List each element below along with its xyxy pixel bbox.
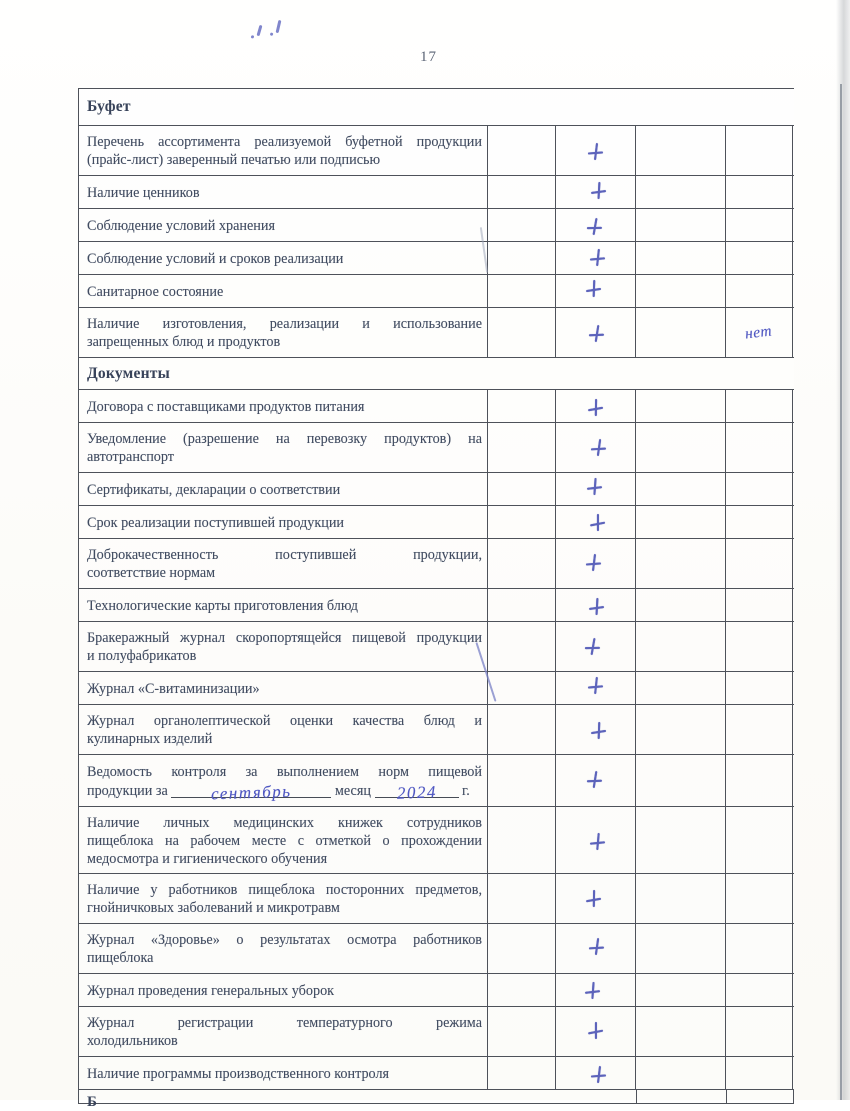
check-mark	[585, 141, 606, 162]
empty-cell	[636, 308, 726, 357]
table-row	[79, 473, 794, 506]
check-cell	[556, 807, 636, 873]
section-row	[79, 358, 794, 390]
fill-mid: месяц	[331, 783, 375, 799]
note-cell	[726, 473, 793, 505]
check-cell	[556, 390, 636, 422]
empty-cell	[636, 473, 726, 505]
table-row	[79, 672, 794, 705]
empty-cell	[488, 874, 556, 923]
note-cell	[726, 672, 793, 704]
row-label	[79, 589, 488, 621]
check-cell	[556, 622, 636, 671]
note-cell	[726, 423, 793, 472]
pen-mark-icon	[276, 20, 281, 33]
blank-underline	[375, 781, 459, 803]
table-row	[79, 874, 794, 924]
row-label	[79, 473, 488, 505]
check-mark	[583, 278, 604, 299]
row-label-line: Бракеражный журнал скоропортящейся пищевой продукции	[87, 630, 482, 646]
empty-cell	[488, 539, 556, 588]
empty-cell	[636, 176, 726, 208]
check-cell	[556, 506, 636, 538]
check-cell	[556, 473, 636, 505]
check-cell	[556, 974, 636, 1006]
row-label	[79, 924, 488, 973]
empty-cell	[636, 807, 726, 873]
handwritten-year: 2024	[396, 782, 437, 803]
empty-cell	[488, 1057, 556, 1089]
table-row	[79, 506, 794, 539]
check-mark	[582, 636, 604, 658]
empty-cell	[488, 242, 556, 274]
check-mark	[582, 981, 602, 1001]
empty-cell	[637, 1090, 727, 1103]
empty-cell	[488, 176, 556, 208]
table-row	[79, 755, 794, 807]
empty-cell	[636, 622, 726, 671]
row-label	[79, 506, 488, 538]
check-mark	[588, 1065, 609, 1086]
table-row	[79, 705, 794, 755]
section-title: Документы	[87, 364, 171, 382]
checklist-table	[78, 88, 794, 1110]
check-mark	[584, 769, 605, 790]
note-cell	[726, 1007, 793, 1056]
note-cell	[726, 874, 793, 923]
empty-cell	[636, 589, 726, 621]
row-label	[79, 755, 488, 806]
row-label-line: Перечень ассортимента реализуемой буфетной продукции	[87, 134, 482, 150]
check-cell	[556, 705, 636, 754]
row-label-line: Журнал регистрации температурного режима	[87, 1015, 482, 1031]
note-cell	[726, 390, 793, 422]
section-title: Буфет	[87, 98, 131, 115]
note-cell	[726, 275, 793, 307]
empty-cell	[636, 390, 726, 422]
check-mark	[585, 397, 606, 418]
row-label-line: и полуфабрикатов	[87, 648, 197, 664]
row-label-line: Наличие у работников пищеблока посторонних предметов,	[87, 882, 482, 898]
empty-cell	[636, 423, 726, 472]
empty-cell	[488, 126, 556, 175]
row-label	[79, 423, 488, 472]
row-label-line: Наличие программы производственного контроля	[87, 1065, 390, 1082]
table-row	[79, 1007, 794, 1057]
table-row	[79, 807, 794, 874]
empty-cell	[488, 755, 556, 806]
check-cell	[556, 275, 636, 307]
row-label	[79, 974, 488, 1006]
row-label-line: Технологические карты приготовления блюд	[87, 597, 358, 614]
empty-cell	[636, 242, 726, 274]
partial-row	[79, 1090, 794, 1110]
check-cell	[556, 874, 636, 923]
empty-cell	[488, 589, 556, 621]
note-cell	[726, 924, 793, 973]
row-label-line: Наличие изготовления, реализации и использование	[87, 316, 482, 332]
table-row	[79, 924, 794, 974]
table-row	[79, 423, 794, 473]
pen-mark-icon	[257, 25, 263, 36]
note-cell	[726, 126, 793, 175]
table-row	[79, 974, 794, 1007]
row-label-line: Соблюдение условий хранения	[87, 217, 276, 234]
page-edge-shadow	[836, 0, 850, 1100]
empty-cell	[488, 506, 556, 538]
table-row	[79, 176, 794, 209]
note-cell	[726, 705, 793, 754]
row-label-line: Журнал органолептической оценки качества блюд и	[87, 713, 482, 729]
row-label	[79, 176, 488, 208]
check-mark	[584, 477, 604, 497]
row-label	[79, 308, 488, 357]
note-cell	[726, 1057, 793, 1089]
row-label	[79, 672, 488, 704]
row-label	[79, 242, 488, 274]
row-label-line: Ведомость контроля за выполнением норм пищевой	[87, 764, 482, 780]
empty-cell	[636, 705, 726, 754]
row-label-line: Наличие личных медицинских книжек сотрудников	[87, 814, 482, 831]
row-label	[79, 126, 488, 175]
row-label-line: Уведомление (разрешение на перевозку продуктов) на	[87, 431, 482, 447]
table-row	[79, 242, 794, 275]
row-label-line: холодильников	[87, 1033, 178, 1049]
fill-in-line	[87, 781, 482, 804]
row-label: Б	[79, 1090, 637, 1103]
empty-cell	[488, 924, 556, 973]
blank-underline	[171, 781, 331, 804]
empty-cell	[636, 209, 726, 241]
check-mark	[587, 248, 607, 268]
empty-cell	[488, 705, 556, 754]
empty-cell	[636, 506, 726, 538]
empty-cell	[636, 924, 726, 973]
section-row	[79, 89, 794, 126]
note-cell	[726, 506, 793, 538]
row-label	[79, 874, 488, 923]
row-label-line: пищеблока	[87, 950, 154, 966]
empty-cell	[488, 209, 556, 241]
fill-prefix: продукции за	[87, 783, 172, 799]
empty-cell	[488, 672, 556, 704]
empty-cell	[488, 390, 556, 422]
row-label-line: кулинарных изделий	[87, 731, 213, 747]
page-number: 17	[420, 49, 437, 65]
note-cell	[726, 589, 793, 621]
empty-cell	[636, 974, 726, 1006]
check-mark	[588, 437, 609, 458]
note-cell	[726, 755, 793, 806]
empty-cell	[488, 1007, 556, 1056]
empty-cell	[488, 974, 556, 1006]
note-cell	[726, 974, 793, 1006]
check-mark	[585, 1020, 607, 1042]
fill-tail: г.	[458, 783, 470, 799]
row-label	[79, 1057, 488, 1089]
handwritten-note: нет	[744, 321, 774, 343]
row-label-line: Журнал «Здоровье» о результатах осмотра работников	[87, 932, 482, 948]
empty-cell	[636, 1007, 726, 1056]
empty-cell	[488, 473, 556, 505]
empty-cell	[488, 423, 556, 472]
empty-cell	[636, 126, 726, 175]
check-mark	[585, 676, 605, 696]
table-row	[79, 209, 794, 242]
row-label	[79, 622, 488, 671]
empty-cell	[488, 807, 556, 873]
check-mark	[588, 181, 609, 202]
check-cell	[556, 539, 636, 588]
check-mark	[588, 720, 609, 741]
check-mark	[583, 888, 604, 909]
check-cell	[556, 924, 636, 973]
check-cell	[556, 176, 636, 208]
row-label	[79, 390, 488, 422]
check-mark	[587, 512, 609, 534]
check-cell	[556, 1057, 636, 1089]
table-row	[79, 390, 794, 423]
check-cell	[556, 242, 636, 274]
table-row	[79, 539, 794, 589]
row-label-line: пищеблока на рабочем месте с отметкой о прохождении	[87, 832, 482, 849]
empty-cell	[636, 672, 726, 704]
check-cell	[556, 589, 636, 621]
check-cell	[556, 1007, 636, 1056]
row-label	[79, 705, 488, 754]
table-row	[79, 589, 794, 622]
empty-cell	[636, 539, 726, 588]
row-label-line: Сертификаты, декларации о соответствии	[87, 481, 341, 498]
check-cell	[556, 672, 636, 704]
empty-cell	[636, 1057, 726, 1089]
table-row	[79, 126, 794, 176]
check-cell	[556, 209, 636, 241]
empty-cell	[488, 622, 556, 671]
note-cell	[726, 209, 793, 241]
row-label-line: Санитарное состояние	[87, 283, 224, 300]
check-cell	[556, 308, 636, 357]
row-label-line: соответствие нормам	[87, 565, 216, 581]
note-cell	[726, 176, 793, 208]
note-cell	[726, 622, 793, 671]
check-mark	[586, 936, 607, 957]
row-label-line: Доброкачественность поступившей продукции,	[87, 547, 482, 563]
row-label-line: запрещенных блюд и продуктов	[87, 334, 281, 350]
row-label-line: Наличие ценников	[87, 184, 200, 201]
empty-cell	[488, 275, 556, 307]
empty-cell	[727, 1090, 794, 1103]
handwritten-month: сентябрь	[210, 781, 292, 804]
row-label-line: автотранспорт	[87, 449, 175, 465]
row-label-line: Соблюдение условий и сроков реализации	[87, 250, 344, 267]
note-cell	[726, 242, 793, 274]
table-row	[79, 308, 794, 358]
row-label-line: (прайс-лист) заверенный печатью или подписью	[87, 152, 381, 168]
check-mark	[588, 832, 608, 852]
check-mark	[586, 323, 607, 344]
check-mark	[586, 597, 607, 618]
empty-cell	[636, 874, 726, 923]
row-label-line: Журнал «С-витаминизации»	[87, 680, 260, 697]
table-row	[79, 275, 794, 308]
check-mark	[583, 552, 604, 573]
note-cell	[726, 539, 793, 588]
check-cell	[556, 755, 636, 806]
row-label	[79, 209, 488, 241]
row-label-line: Договора с поставщиками продуктов питания	[87, 398, 365, 415]
row-label	[79, 807, 488, 873]
check-mark	[584, 216, 606, 238]
check-cell	[556, 423, 636, 472]
note-cell	[726, 308, 793, 357]
table-row	[79, 1057, 794, 1090]
row-label-line: Срок реализации поступившей продукции	[87, 514, 345, 531]
row-label-line: гнойничковых заболеваний и микротравм	[87, 900, 340, 916]
empty-cell	[488, 308, 556, 357]
table-row	[79, 622, 794, 672]
check-cell	[556, 126, 636, 175]
note-cell	[726, 807, 793, 873]
row-label-line: Журнал проведения генеральных уборок	[87, 982, 335, 999]
row-label	[79, 1007, 488, 1056]
row-label	[79, 275, 488, 307]
row-label-line: медосмотра и гигиенического обучения	[87, 850, 328, 867]
empty-cell	[636, 755, 726, 806]
row-label	[79, 539, 488, 588]
empty-cell	[636, 275, 726, 307]
